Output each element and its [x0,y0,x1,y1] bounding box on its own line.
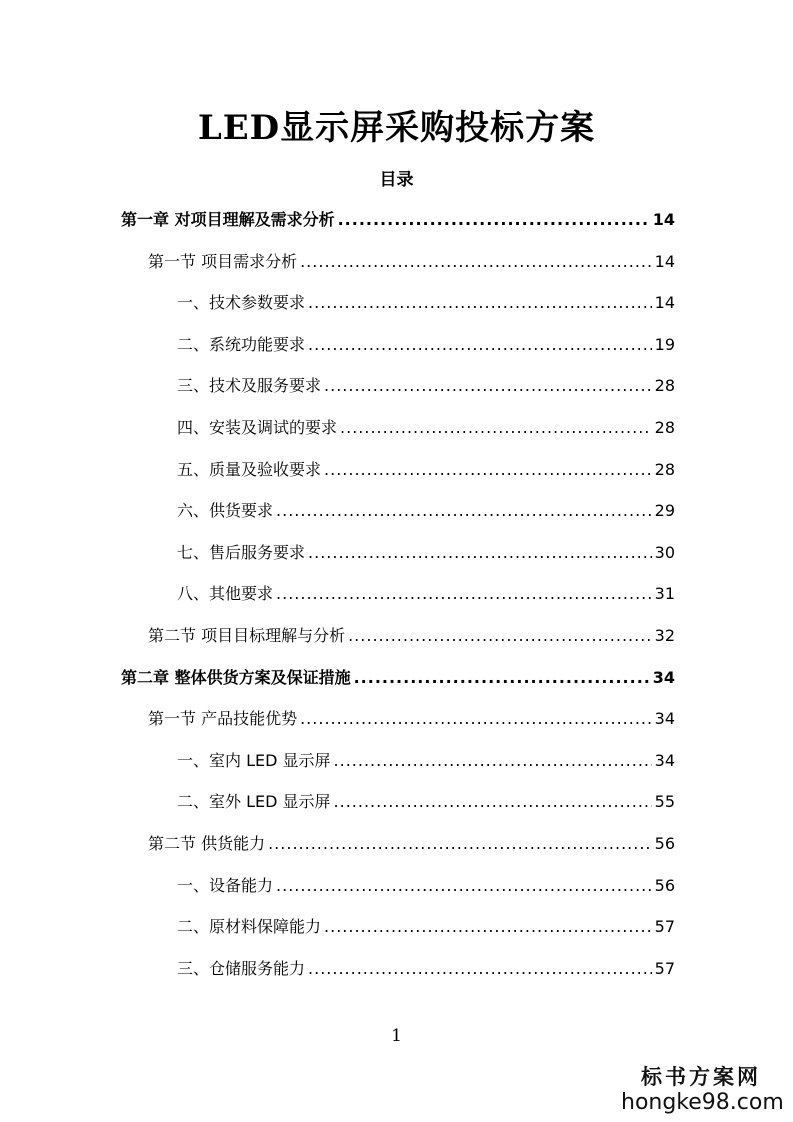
toc-dot-leader [276,581,652,607]
toc-dot-leader [308,956,652,982]
toc-entry-page: 57 [654,917,675,936]
toc-entry-label: 第一节 项目需求分析 [148,252,298,271]
toc-entry-label: 第二节 项目目标理解与分析 [148,626,346,645]
toc-entry-page: 19 [654,335,675,354]
toc-entry-page: 31 [654,584,675,603]
toc-entry[interactable] [148,706,675,732]
toc-entry-label: 二、室外 LED 显示屏 [177,792,331,811]
toc-entry-page: 34 [654,751,675,770]
toc-entry-label: 八、其他要求 [177,584,274,603]
toc-entry-page: 32 [654,626,675,645]
toc-entry-page: 57 [654,959,675,978]
toc-entry-page: 56 [654,876,675,895]
toc-entry-label: 一、技术参数要求 [177,293,306,312]
toc-entry-label: 五、质量及验收要求 [177,460,322,479]
toc-dot-leader [300,706,652,732]
toc-entry-page: 14 [652,210,675,229]
toc-entry[interactable] [177,581,675,607]
toc-dot-leader [338,207,650,233]
toc-entry[interactable] [148,623,675,649]
toc-entry-page: 56 [654,834,675,853]
watermark [621,1064,784,1116]
toc-entry[interactable] [177,789,675,815]
toc-entry[interactable] [177,956,675,982]
toc-entry-page: 14 [654,293,675,312]
toc-dot-leader [268,831,652,857]
toc-entry[interactable] [177,457,675,483]
toc-entry-page: 30 [654,543,675,562]
toc-entry-label: 二、系统功能要求 [177,335,306,354]
toc-dot-leader [348,623,652,649]
toc-entry-label: 二、原材料保障能力 [177,917,322,936]
toc-entry-label: 三、技术及服务要求 [177,376,322,395]
toc-entry[interactable] [177,540,675,566]
toc-heading: 目录 [379,170,414,190]
toc-entry[interactable] [177,332,675,358]
toc-dot-leader [324,457,652,483]
toc-entry-label: 三、仓储服务能力 [177,959,306,978]
document-title: LED显示屏采购投标方案 [197,108,596,148]
toc-entry[interactable] [148,249,675,275]
toc-dot-leader [300,249,652,275]
toc-entry-page: 29 [654,501,675,520]
toc-entry-page: 34 [652,668,675,687]
toc-dot-leader [276,873,652,899]
toc-entry-label: 第二章 整体供货方案及保证措施 [121,668,351,687]
toc-entry[interactable] [148,831,675,857]
toc-entry-label: 第二节 供货能力 [148,834,266,853]
toc-entry-page: 14 [654,252,675,271]
toc-entry[interactable] [121,207,675,233]
toc-entry-page: 28 [654,460,675,479]
toc-entry[interactable] [177,415,675,441]
toc-entry-label: 四、安装及调试的要求 [177,418,338,437]
toc-dot-leader [308,290,652,316]
toc-entry-label: 第一章 对项目理解及需求分析 [121,210,335,229]
toc-dot-leader [334,748,652,774]
watermark-url: hongke98.com [621,1090,784,1115]
toc-dot-leader [340,415,652,441]
toc-entry-label: 六、供货要求 [177,501,274,520]
toc-dot-leader [276,498,652,524]
toc-entry-label: 一、室内 LED 显示屏 [177,751,331,770]
toc-entry-page: 28 [654,418,675,437]
toc-entry[interactable] [177,748,675,774]
toc-entry[interactable] [177,290,675,316]
toc-entry[interactable] [177,914,675,940]
toc-dot-leader [308,332,652,358]
toc-dot-leader [324,914,652,940]
toc-entry[interactable] [177,873,675,899]
toc-entry[interactable] [177,373,675,399]
toc-entry[interactable] [177,498,675,524]
toc-entry-page: 55 [654,792,675,811]
toc-entry-page: 34 [654,709,675,728]
toc-entry-label: 一、设备能力 [177,876,274,895]
toc-dot-leader [334,789,652,815]
watermark-title: 标书方案网 [641,1064,761,1089]
toc-entry-label: 第一节 产品技能优势 [148,709,298,728]
toc-entry[interactable] [121,665,675,691]
toc-entry-label: 七、售后服务要求 [177,543,306,562]
toc-dot-leader [308,540,652,566]
toc-dot-leader [354,665,650,691]
toc-entry-page: 28 [654,376,675,395]
toc-dot-leader [324,373,652,399]
page-number: 1 [391,1026,402,1046]
